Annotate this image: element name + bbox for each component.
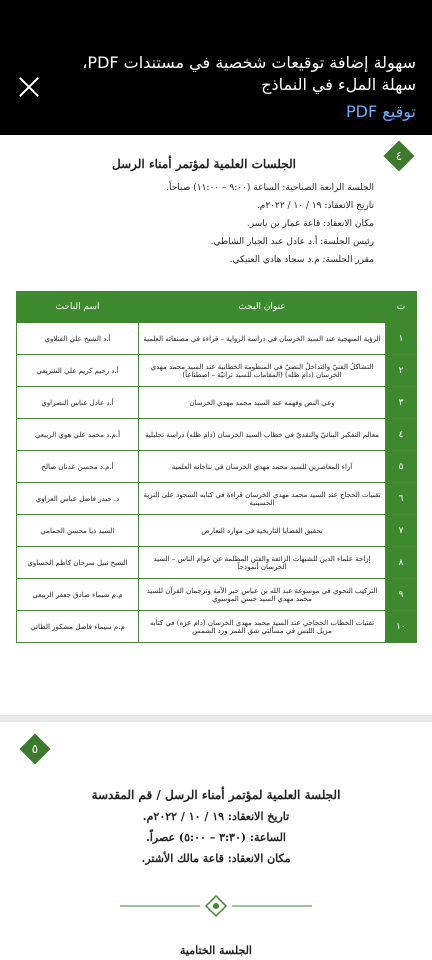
session-line: الجلسة الرابعة الصباحية: الساعة (٩:٠٠ – ١١:٠٠) صباحاً.	[166, 183, 374, 193]
close-icon[interactable]	[18, 76, 40, 98]
row-title: تقنيات الحجاج عند السيد محمد مهدي الخرسان قراءة في كتابه السجود على التربة الحسينية	[139, 483, 386, 515]
row-author: م.م سيماء فاضل مشكور الطائي	[17, 611, 139, 643]
row-number: ٩	[386, 579, 417, 611]
session-line: الساعة: (٣:٣٠ – ٥:٠٠) عصراً.	[146, 831, 286, 844]
session-info	[0, 722, 432, 865]
session-line: مكان الانعقاد: قاعة مالك الأشتر.	[141, 852, 291, 865]
row-number: ٧	[386, 515, 417, 547]
row-number: ٢	[386, 355, 417, 387]
page-number-badge: ٥	[19, 733, 50, 764]
session-line: مقرر الجلسة: م.د سجاد هادي العتيكي.	[229, 255, 374, 265]
row-author: أ.د الشيخ علي الفتلاوي	[17, 323, 139, 355]
row-author: الشيخ نبيل سرحان كاظم الحساوي	[17, 547, 139, 579]
row-number: ١٠	[386, 611, 417, 643]
row-author: د. حيدر فاضل عباس العزاوي	[17, 483, 139, 515]
session-title: الجلسة العلمية لمؤتمر أمناء الرسل / قم المقدسة	[91, 788, 341, 802]
header-author: اسم الباحث	[17, 292, 139, 323]
table-row	[17, 451, 417, 483]
row-number: ٥	[386, 451, 417, 483]
table-row	[17, 579, 417, 611]
document-page-5	[0, 722, 432, 960]
table-row	[17, 387, 417, 419]
row-title: الرؤية المنهجية عند السيد الخرسان في دراسة الرواية – قراءة في مصنفاته العلمية	[139, 323, 386, 355]
status-bar	[0, 0, 432, 38]
table-row	[17, 483, 417, 515]
row-title: تقنيات الخطاب الحجاجي عند السيد محمد مهدي الخرسان (دام عزه) في كتابه مزيل اللبس في مسألتي شق القمر ورد الشمس	[139, 611, 386, 643]
session-line: مكان الانعقاد: قاعة عمار بن ياسر.	[246, 219, 374, 229]
row-title: آراء المعاصرين للسيد محمد مهدي الخرسان في نتاجاته العلمية	[139, 451, 386, 483]
session-line: تاريخ الانعقاد: ١٩ / ١٠ / ٢٠٢٢م.	[142, 810, 290, 823]
row-number: ٦	[386, 483, 417, 515]
row-title: معالم التفكير البنائيّ والنقديّ في خطاب السيد الخرسان (دام ظله) دراسة تحليلية	[139, 419, 386, 451]
row-author: أ.م.د محسن عدنان صالح	[17, 451, 139, 483]
row-number: ١	[386, 323, 417, 355]
row-number: ٨	[386, 547, 417, 579]
row-number: ٤	[386, 419, 417, 451]
papers-table	[16, 291, 417, 643]
session-line: رئيس الجلسة: أ.د عادل عبد الجبار الشاطي.	[210, 237, 374, 247]
session-title: الجلسات العلمية لمؤتمر أمناء الرسل	[112, 157, 296, 171]
session-line: تاريخ الانعقاد: ١٩ / ١٠ / ٢٠٢٢م.	[256, 201, 374, 211]
closing-session-heading: الجلسة الختامية	[180, 944, 252, 957]
document-page-4	[0, 135, 432, 715]
session-info	[34, 157, 374, 273]
row-number: ٣	[386, 387, 417, 419]
table-row	[17, 515, 417, 547]
row-title: وعي النص وفهمه عند السيد محمد مهدي الخرسان	[139, 387, 386, 419]
table-row	[17, 323, 417, 355]
row-author: السيد ذيا محسن الحمامي	[17, 515, 139, 547]
table-row	[17, 547, 417, 579]
row-title: إزاحة علماء الدين للشبهات الزائفة والفتن المظلمة عن عوام الناس – السيد الخرسان أنموذجاً	[139, 547, 386, 579]
table-row	[17, 355, 417, 387]
row-title: التشاكلُ الفنيّ والتداخلُ النصيّ في المنظومة الخطابية عند السيد محمد مهدي الخرسان (دام ظله) (المقامات للسيد تراثيّة – اصطناعاً)	[139, 355, 386, 387]
banner-message: سهولة إضافة توقيعات شخصية في مستندات PDF، سهلة الملء في النماذج	[82, 53, 416, 94]
pdf-promo-banner[interactable]	[0, 38, 432, 135]
table-row	[17, 611, 417, 643]
row-author: أ.د عادل عباس النصراوي	[17, 387, 139, 419]
header-title: عنوان البحث	[139, 292, 386, 323]
row-title: التركيب النحوي في موسوعة عبد الله بن عباس حبر الأمة وترجمان القرآن للسيد محمد مهدي السيد حسن الموسوي	[139, 579, 386, 611]
row-author: أ.د رحيم كريم علي الشريفي	[17, 355, 139, 387]
page-number-badge: ٤	[383, 140, 414, 171]
row-title: تحقيق القضايا التاريخية في موارد التعارض	[139, 515, 386, 547]
ornament-divider-icon	[120, 894, 312, 918]
table-row	[17, 419, 417, 451]
header-number: ت	[386, 292, 417, 323]
row-author: م.م شيماء صادق جعفر الربيعي	[17, 579, 139, 611]
row-author: أ.م.د محمد علي هوي الربيعي	[17, 419, 139, 451]
sign-pdf-link[interactable]: توقيع PDF	[346, 102, 416, 121]
